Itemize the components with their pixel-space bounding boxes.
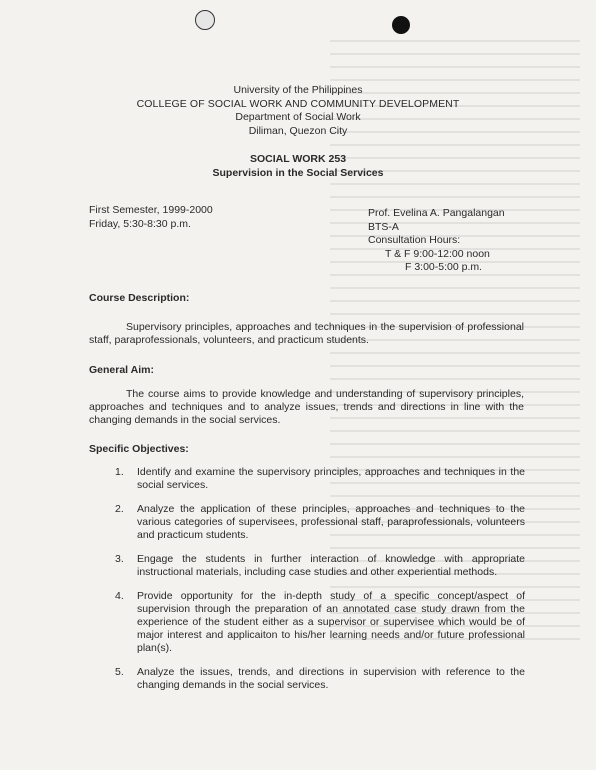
course-code: SOCIAL WORK 253: [249, 153, 347, 165]
college-name: COLLEGE OF SOCIAL WORK AND COMMUNITY DEVELOPMENT: [136, 97, 460, 110]
aim-heading: General Aim:: [89, 364, 154, 376]
objective-item: [115, 553, 525, 579]
university-name: University of the Philippines: [233, 84, 363, 96]
consultation-label: Consultation Hours:: [368, 234, 461, 246]
objective-item: [115, 666, 525, 692]
instructor-block: [368, 207, 505, 275]
course-title: Supervision in the Social Services: [212, 166, 384, 179]
description-heading: Course Description:: [89, 292, 190, 304]
instructor-name: Prof. Evelina A. Pangalangan: [368, 207, 505, 219]
semester: First Semester, 1999-2000: [89, 204, 213, 216]
objective-number: 3.: [115, 553, 124, 565]
location: Diliman, Quezon City: [248, 124, 348, 137]
instructor-office: BTS-A: [368, 220, 399, 233]
class-time: Friday, 5:30-8:30 p.m.: [89, 217, 191, 230]
consultation-hours-1: T & F 9:00-12:00 noon: [385, 247, 490, 260]
objective-number: 5.: [115, 666, 124, 678]
aim-text: The course aims to provide knowledge and understanding of supervisory principles, approaches and techniques and to analyze issues, trends and directions in line with the changing demands in the social services.: [89, 388, 524, 426]
objective-number: 2.: [115, 503, 124, 515]
punch-hole-left: [195, 10, 215, 30]
objective-item: [115, 466, 525, 492]
objective-number: 4.: [115, 590, 124, 602]
objectives-heading: Specific Objectives:: [89, 443, 189, 455]
description-text: Supervisory principles, approaches and techniques in the supervision of professional staff, paraprofessionals, volunteers, and practicum students.: [89, 321, 524, 346]
objective-text: Provide opportunity for the in-depth study of a specific concept/aspect of supervision through the preparation of an annotated case study drawn from the experience of the student either as a supervisor or supervisee which would be of major interest and applicaiton to his/her learning needs and/or future professional plan(s).: [137, 590, 525, 654]
objective-item: [115, 590, 525, 655]
objective-item: [115, 503, 525, 542]
department-name: Department of Social Work: [235, 111, 361, 123]
schedule-block: [89, 204, 213, 231]
objective-text: Analyze the application of these principles, approaches and techniques to the various categories of supervisees, professional staff, paraprofessionals, volunteers and practicum students.: [137, 503, 525, 541]
course-title-block: [0, 153, 596, 180]
objective-text: Analyze the issues, trends, and directions in supervision with reference to the changing demands in the social services.: [137, 666, 525, 691]
objective-number: 1.: [115, 466, 124, 478]
objective-text: Engage the students in further interaction of knowledge with appropriate instructional materials, including case studies and other experiential methods.: [137, 553, 525, 578]
letterhead: [0, 84, 596, 138]
consultation-hours-2: F 3:00-5:00 p.m.: [405, 261, 483, 273]
objective-text: Identify and examine the supervisory principles, approaches and techniques in the social services.: [137, 466, 525, 491]
punch-hole-right: [392, 16, 410, 34]
objectives-list: [115, 466, 525, 692]
